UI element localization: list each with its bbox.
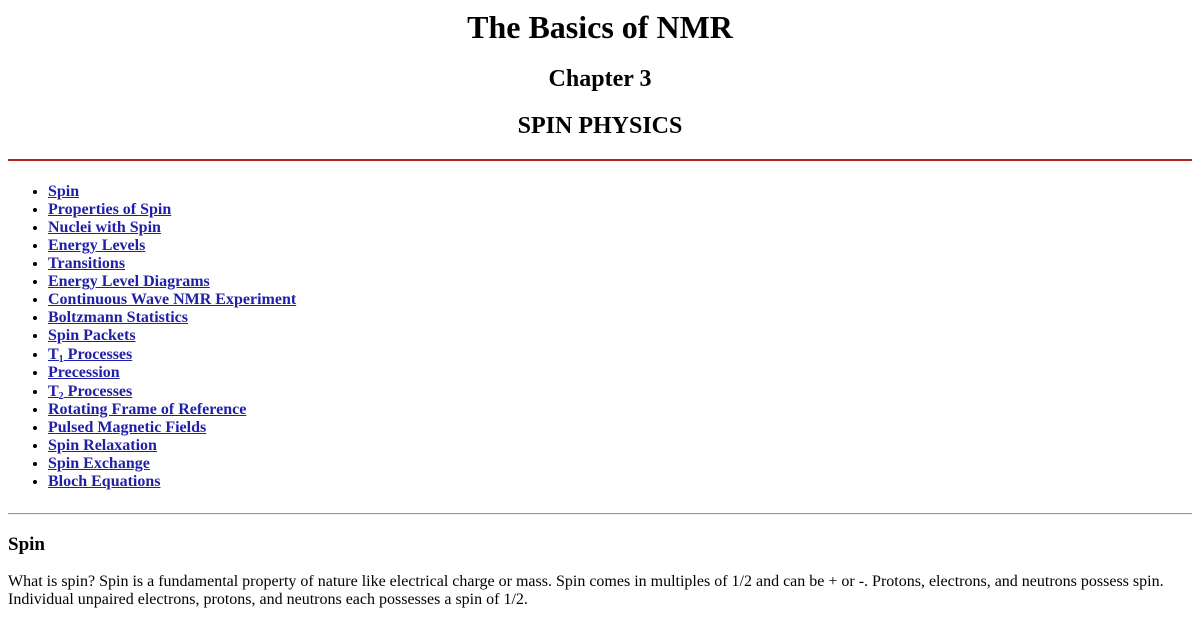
toc-item-energy-level-diagrams (48, 273, 296, 291)
toc-link-spin[interactable]: Spin (48, 183, 80, 200)
table-of-contents (8, 183, 296, 491)
toc-item-spin-relaxation (48, 437, 296, 455)
toc-item-nuclei-with-spin (48, 219, 296, 237)
toc-link-energy-level-diagrams[interactable]: Energy Level Diagrams (48, 273, 210, 290)
spin-paragraph: What is spin? Spin is a fundamental property of nature like electrical charge or mass. Spin comes in multiples of 1/2 and can be + or -. Protons, electrons, and neutrons possess spin. Individual unpaired electrons, protons, and neutrons each possesses a spin of 1/2. (8, 573, 1164, 608)
toc-link-nuclei-with-spin[interactable]: Nuclei with Spin (48, 219, 161, 236)
toc-link-energy-levels[interactable]: Energy Levels (48, 237, 146, 254)
toc-item-t2-processes (48, 382, 296, 401)
toc-item-t1-processes (48, 345, 296, 364)
toc-link-precession[interactable]: Precession (48, 364, 120, 381)
toc-item-rotating-frame (48, 401, 296, 419)
toc-link-t2-processes[interactable]: $T_2$ Processes (48, 383, 133, 402)
toc-link-spin-relaxation[interactable]: Spin Relaxation (48, 437, 157, 454)
header-divider (8, 159, 1192, 161)
toc-link-pulsed-magnetic-fields[interactable]: Pulsed Magnetic Fields (48, 419, 207, 436)
toc-link-transitions[interactable]: Transitions (48, 255, 126, 272)
toc-link-bloch-equations[interactable]: Bloch Equations (48, 473, 161, 490)
section-divider (8, 513, 1192, 515)
toc-item-energy-levels (48, 237, 296, 255)
toc-link-boltzmann-statistics[interactable]: Boltzmann Statistics (48, 309, 188, 326)
toc-link-spin-packets[interactable]: Spin Packets (48, 327, 136, 344)
chapter-heading: Chapter 3 (548, 66, 652, 92)
toc-item-spin-packets (48, 327, 296, 345)
toc-item-spin-exchange (48, 455, 296, 473)
toc-item-boltzmann-statistics (48, 309, 296, 327)
toc-link-spin-exchange[interactable]: Spin Exchange (48, 455, 150, 472)
toc-link-t1-processes[interactable]: $T_1$ Processes (48, 346, 133, 365)
toc-item-pulsed-magnetic-fields (48, 419, 296, 437)
toc-link-properties-of-spin[interactable]: Properties of Spin (48, 201, 172, 218)
toc-item-spin (48, 183, 296, 201)
toc-item-properties-of-spin (48, 201, 296, 219)
toc-link-rotating-frame[interactable]: Rotating Frame of Reference (48, 401, 247, 418)
toc-link-continuous-wave[interactable]: Continuous Wave NMR Experiment (48, 291, 297, 308)
page-title: The Basics of NMR (467, 9, 733, 45)
toc-item-transitions (48, 255, 296, 273)
section-heading: SPIN PHYSICS (517, 113, 683, 139)
spin-section-heading: Spin (8, 534, 45, 555)
toc-item-bloch-equations (48, 473, 296, 491)
toc-item-continuous-wave (48, 291, 296, 309)
toc-item-precession (48, 364, 296, 382)
